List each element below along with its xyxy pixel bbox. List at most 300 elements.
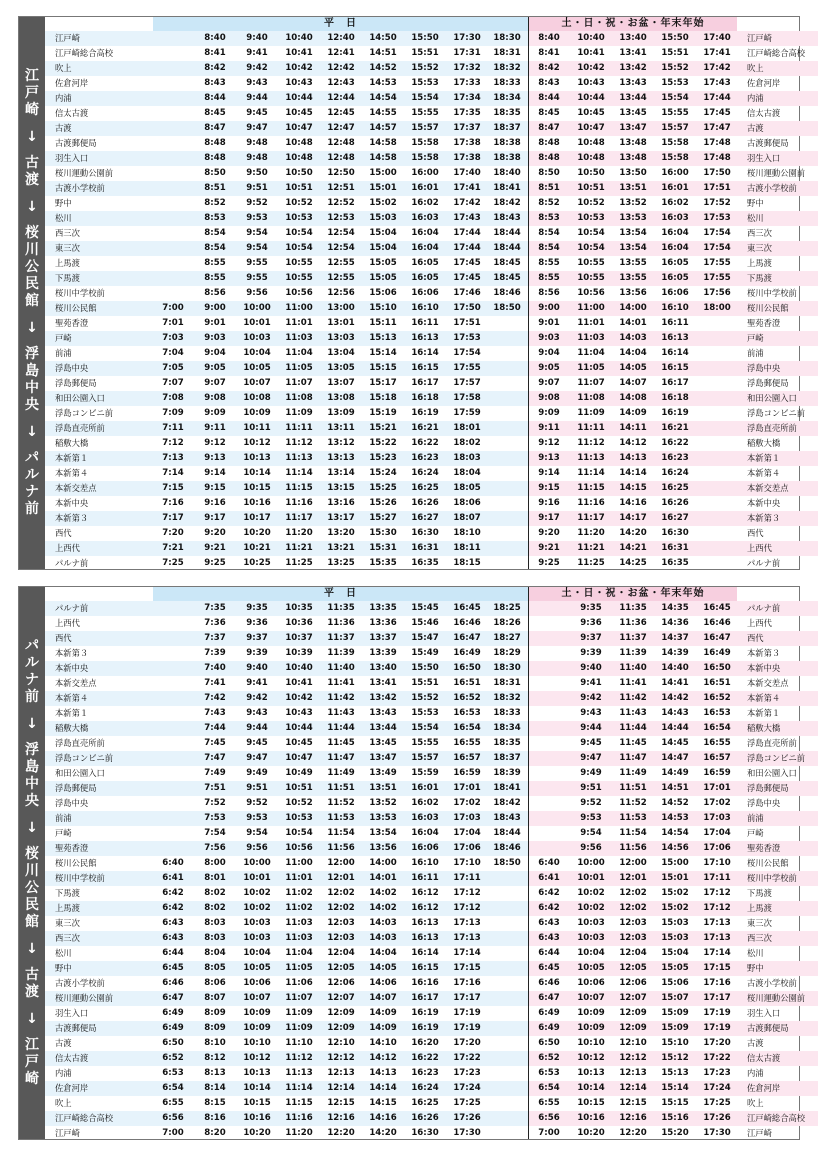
holiday-time: 10:04 — [577, 948, 605, 958]
holiday-time — [529, 796, 569, 811]
weekday-time: 17:51 — [453, 318, 481, 328]
weekday-time: 18:34 — [493, 93, 521, 103]
weekday-time: 18:32 — [493, 63, 521, 73]
weekday-time: 11:21 — [285, 543, 313, 553]
holiday-time: 11:25 — [577, 558, 605, 568]
column-divider — [528, 587, 529, 1139]
table-row — [45, 706, 799, 721]
holiday-time: 9:20 — [538, 528, 560, 538]
weekday-time: 9:48 — [246, 138, 268, 148]
weekday-time: 15:45 — [411, 603, 439, 613]
weekday-time: 16:50 — [453, 663, 481, 673]
holiday-time: 6:53 — [538, 1068, 560, 1078]
stop-name: 西代 — [55, 633, 72, 643]
holiday-time — [529, 631, 569, 646]
weekday-time: 7:21 — [162, 543, 184, 553]
holiday-time: 6:44 — [538, 948, 560, 958]
weekday-time — [153, 121, 193, 136]
holiday-time: 11:15 — [577, 483, 605, 493]
stop-name: 浮島郵便局 — [747, 783, 789, 793]
weekday-time: 8:45 — [204, 108, 226, 118]
weekday-time: 15:10 — [369, 303, 397, 313]
weekday-time: 9:53 — [246, 813, 268, 823]
holiday-time: 11:53 — [619, 813, 647, 823]
weekday-time: 18:05 — [453, 483, 481, 493]
holiday-time: 16:05 — [661, 258, 689, 268]
table-row — [45, 481, 799, 496]
weekday-time: 18:45 — [493, 273, 521, 283]
table-row — [45, 961, 799, 976]
weekday-time: 7:39 — [204, 648, 226, 658]
holiday-time: 8:42 — [538, 63, 560, 73]
weekday-time: 12:02 — [327, 903, 355, 913]
holiday-time: 17:45 — [703, 108, 731, 118]
stop-name: 浮島中央 — [55, 363, 89, 373]
weekday-time: 15:58 — [411, 138, 439, 148]
weekday-time: 9:44 — [246, 93, 268, 103]
holiday-time: 8:41 — [538, 48, 560, 58]
weekday-time: 12:45 — [327, 108, 355, 118]
holiday-time: 16:47 — [703, 633, 731, 643]
weekday-time: 9:09 — [204, 408, 226, 418]
holiday-time — [529, 841, 569, 856]
table-row — [45, 781, 799, 796]
weekday-time: 16:17 — [411, 378, 439, 388]
weekday-time: 18:42 — [493, 798, 521, 808]
weekday-time: 13:16 — [327, 498, 355, 508]
weekday-time: 9:52 — [246, 798, 268, 808]
holiday-time: 9:21 — [538, 543, 560, 553]
weekday-time: 14:04 — [369, 948, 397, 958]
weekday-time: 10:52 — [285, 798, 313, 808]
weekday-time: 10:15 — [243, 483, 271, 493]
holiday-time: 9:09 — [538, 408, 560, 418]
direction-char: 渡 — [25, 984, 39, 1000]
stop-name: 本新第４ — [747, 468, 781, 478]
weekday-time: 9:07 — [204, 378, 226, 388]
table-row — [45, 391, 799, 406]
stop-name: 聖苑香澄 — [747, 843, 781, 853]
weekday-time: 14:51 — [369, 48, 397, 58]
stop-name: 本新交差点 — [747, 678, 789, 688]
weekday-time: 6:42 — [162, 903, 184, 913]
weekday-time: 7:15 — [162, 483, 184, 493]
holiday-time — [697, 496, 737, 511]
holiday-time: 17:47 — [703, 123, 731, 133]
holiday-time: 10:53 — [577, 213, 605, 223]
holiday-time: 16:02 — [661, 198, 689, 208]
weekday-time: 18:02 — [453, 438, 481, 448]
table-row — [45, 166, 806, 181]
weekday-time — [153, 61, 193, 76]
stop-name: 本新中央 — [747, 498, 781, 508]
holiday-time: 9:00 — [538, 303, 560, 313]
holiday-time: 15:16 — [661, 1113, 689, 1123]
holiday-header: 土・日・祝・お盆・年末年始 — [529, 17, 737, 31]
weekday-time: 15:30 — [369, 528, 397, 538]
weekday-time: 17:19 — [453, 1023, 481, 1033]
direction-char: 央 — [25, 397, 39, 413]
weekday-time: 10:51 — [285, 783, 313, 793]
weekday-time: 10:16 — [243, 498, 271, 508]
holiday-time: 17:43 — [703, 78, 731, 88]
stop-name: 桜川運動公園前 — [55, 993, 114, 1003]
weekday-time: 7:35 — [204, 603, 226, 613]
weekday-time: 14:13 — [369, 1068, 397, 1078]
holiday-time: 11:41 — [619, 678, 647, 688]
weekday-time: 12:09 — [327, 1023, 355, 1033]
weekday-time: 16:19 — [411, 1023, 439, 1033]
weekday-time: 15:57 — [411, 753, 439, 763]
weekday-time: 9:40 — [246, 33, 268, 43]
table-row — [45, 1096, 799, 1111]
holiday-time: 16:51 — [703, 678, 731, 688]
table-row — [45, 841, 799, 856]
weekday-time: 9:39 — [246, 648, 268, 658]
weekday-time: 18:42 — [493, 198, 521, 208]
weekday-time — [487, 541, 527, 556]
holiday-time: 15:55 — [661, 108, 689, 118]
stop-name: 下馬渡 — [55, 888, 80, 898]
weekday-time: 18:46 — [493, 288, 521, 298]
weekday-time — [153, 826, 193, 841]
holiday-time — [697, 361, 737, 376]
weekday-time: 8:50 — [204, 168, 226, 178]
holiday-time: 17:13 — [703, 933, 731, 943]
holiday-time: 16:04 — [661, 228, 689, 238]
holiday-time: 16:14 — [661, 348, 689, 358]
weekday-time: 8:13 — [204, 1068, 226, 1078]
holiday-time: 8:54 — [538, 228, 560, 238]
weekday-time: 8:56 — [204, 288, 226, 298]
weekday-time: 12:54 — [327, 243, 355, 253]
weekday-time: 15:50 — [411, 663, 439, 673]
holiday-time: 16:50 — [703, 663, 731, 673]
weekday-time: 15:26 — [369, 498, 397, 508]
holiday-time: 9:25 — [538, 558, 560, 568]
weekday-time: 17:33 — [453, 78, 481, 88]
weekday-time: 9:43 — [246, 78, 268, 88]
holiday-time: 17:41 — [703, 48, 731, 58]
weekday-time: 18:33 — [493, 78, 521, 88]
weekday-time: 8:20 — [204, 1128, 226, 1138]
stop-name: 古渡 — [55, 123, 72, 133]
weekday-time: 11:47 — [327, 753, 355, 763]
weekday-time: 7:00 — [162, 303, 184, 313]
weekday-time: 15:51 — [411, 48, 439, 58]
holiday-time: 17:48 — [703, 153, 731, 163]
holiday-time: 6:41 — [538, 873, 560, 883]
weekday-time: 16:15 — [411, 363, 439, 373]
weekday-time: 16:02 — [411, 798, 439, 808]
weekday-time: 16:00 — [411, 168, 439, 178]
holiday-time: 12:15 — [619, 1098, 647, 1108]
weekday-time: 11:13 — [285, 453, 313, 463]
weekday-time: 12:43 — [327, 78, 355, 88]
holiday-time — [697, 481, 737, 496]
weekday-time: 8:41 — [204, 48, 226, 58]
holiday-time: 17:54 — [703, 228, 731, 238]
weekday-time: 7:17 — [162, 513, 184, 523]
stop-name: 桜川中学校前 — [747, 873, 797, 883]
holiday-time: 16:27 — [661, 513, 689, 523]
weekday-time: 10:55 — [285, 273, 313, 283]
weekday-time: 11:45 — [327, 738, 355, 748]
holiday-time: 12:07 — [619, 993, 647, 1003]
weekday-time — [153, 796, 193, 811]
holiday-time: 14:45 — [661, 738, 689, 748]
stop-name: 本新第１ — [747, 453, 781, 463]
weekday-time: 10:41 — [285, 48, 313, 58]
weekday-time: 18:46 — [493, 843, 521, 853]
stop-name: 桜川中学校前 — [55, 873, 105, 883]
holiday-time: 6:43 — [538, 933, 560, 943]
weekday-time: 9:37 — [246, 633, 268, 643]
holiday-time: 12:09 — [619, 1008, 647, 1018]
holiday-time: 14:44 — [661, 723, 689, 733]
stop-name: 古渡小学校前 — [55, 183, 105, 193]
weekday-time: 7:43 — [204, 708, 226, 718]
weekday-time: 11:20 — [285, 528, 313, 538]
weekday-time: 11:10 — [285, 1038, 313, 1048]
weekday-time: 18:40 — [493, 168, 521, 178]
weekday-time: 11:04 — [285, 948, 313, 958]
direction-char: ル — [25, 467, 39, 483]
stop-name: 上馬渡 — [747, 258, 772, 268]
holiday-time — [697, 421, 737, 436]
holiday-time: 11:54 — [619, 828, 647, 838]
holiday-time: 17:17 — [703, 993, 731, 1003]
weekday-time: 18:15 — [453, 558, 481, 568]
holiday-time: 18:00 — [703, 303, 731, 313]
weekday-time — [153, 196, 193, 211]
holiday-time: 15:58 — [661, 138, 689, 148]
holiday-time: 15:02 — [661, 888, 689, 898]
weekday-time: 16:35 — [411, 558, 439, 568]
holiday-time: 14:39 — [661, 648, 689, 658]
stop-name: 内浦 — [55, 1068, 72, 1078]
weekday-time — [487, 1021, 527, 1036]
holiday-time: 13:47 — [619, 123, 647, 133]
weekday-time: 12:16 — [327, 1113, 355, 1123]
holiday-time: 15:15 — [661, 1098, 689, 1108]
weekday-time: 16:06 — [411, 843, 439, 853]
direction-char: 古 — [25, 155, 39, 171]
weekday-time: 6:41 — [162, 873, 184, 883]
weekday-time: 8:03 — [204, 933, 226, 943]
weekday-time: 13:41 — [369, 678, 397, 688]
holiday-time: 17:19 — [703, 1023, 731, 1033]
weekday-time: 15:25 — [369, 483, 397, 493]
holiday-time: 10:54 — [577, 228, 605, 238]
weekday-time: 15:27 — [369, 513, 397, 523]
holiday-time: 13:40 — [619, 33, 647, 43]
stop-name: 戸崎 — [55, 333, 72, 343]
weekday-time: 10:55 — [285, 258, 313, 268]
table-row — [45, 691, 799, 706]
stop-name: パルナ前 — [747, 603, 781, 613]
weekday-time — [487, 1126, 527, 1141]
weekday-time: 9:40 — [246, 663, 268, 673]
weekday-time: 11:15 — [285, 483, 313, 493]
weekday-time — [153, 241, 193, 256]
holiday-time: 6:50 — [538, 1038, 560, 1048]
weekday-time: 18:03 — [453, 453, 481, 463]
holiday-time: 13:52 — [619, 198, 647, 208]
weekday-time: 7:03 — [162, 333, 184, 343]
weekday-time: 8:43 — [204, 78, 226, 88]
weekday-time: 9:42 — [246, 693, 268, 703]
weekday-time: 17:13 — [453, 933, 481, 943]
holiday-time: 12:01 — [619, 873, 647, 883]
weekday-time: 11:39 — [327, 648, 355, 658]
weekday-time: 10:48 — [285, 153, 313, 163]
holiday-time: 16:03 — [661, 213, 689, 223]
stop-name: 和田公園入口 — [55, 768, 105, 778]
weekday-time: 10:09 — [243, 408, 271, 418]
weekday-time: 9:12 — [204, 438, 226, 448]
holiday-time: 14:35 — [661, 603, 689, 613]
weekday-time: 11:06 — [285, 978, 313, 988]
holiday-time: 16:22 — [661, 438, 689, 448]
stop-name: 和田公園入口 — [747, 393, 797, 403]
weekday-time: 12:12 — [327, 1053, 355, 1063]
weekday-time: 16:21 — [411, 423, 439, 433]
holiday-time: 9:13 — [538, 453, 560, 463]
weekday-time: 13:11 — [327, 423, 355, 433]
direction-char: 川 — [25, 242, 39, 258]
holiday-time: 9:16 — [538, 498, 560, 508]
weekday-time: 15:35 — [369, 558, 397, 568]
weekday-time: 10:42 — [285, 63, 313, 73]
holiday-time: 6:46 — [538, 978, 560, 988]
weekday-time: 10:15 — [243, 1098, 271, 1108]
weekday-time — [487, 331, 527, 346]
holiday-time: 9:39 — [580, 648, 602, 658]
holiday-time: 17:22 — [703, 1053, 731, 1063]
weekday-time: 7:47 — [204, 753, 226, 763]
holiday-time: 8:47 — [538, 123, 560, 133]
holiday-time: 10:07 — [577, 993, 605, 1003]
arrow-down-icon: ↓ — [26, 320, 38, 336]
holiday-time: 14:09 — [619, 408, 647, 418]
direction-char: 前 — [25, 501, 39, 517]
weekday-time: 13:17 — [327, 513, 355, 523]
weekday-time: 11:44 — [327, 723, 355, 733]
weekday-time: 17:25 — [453, 1098, 481, 1108]
weekday-time: 10:53 — [285, 213, 313, 223]
weekday-time: 14:07 — [369, 993, 397, 1003]
stop-name: 浮島直売所前 — [747, 738, 797, 748]
arrow-down-icon: ↓ — [26, 820, 38, 836]
stop-name: 稲敷大橋 — [55, 723, 89, 733]
stop-name: 浮島コンビニ前 — [55, 408, 114, 418]
weekday-time — [487, 1081, 527, 1096]
weekday-time: 9:25 — [204, 558, 226, 568]
weekday-time: 7:01 — [162, 318, 184, 328]
weekday-time — [153, 781, 193, 796]
weekday-time: 13:43 — [369, 708, 397, 718]
weekday-time — [487, 931, 527, 946]
weekday-time: 11:37 — [327, 633, 355, 643]
holiday-time: 11:37 — [619, 633, 647, 643]
stop-name: 本新第４ — [55, 468, 89, 478]
holiday-time: 9:36 — [580, 618, 602, 628]
stop-name: 前浦 — [747, 348, 764, 358]
weekday-time — [153, 811, 193, 826]
weekday-time: 17:41 — [453, 183, 481, 193]
stop-name: 桜川運動公園前 — [747, 993, 806, 1003]
timetable-grid — [45, 587, 806, 1139]
weekday-time: 17:44 — [453, 243, 481, 253]
weekday-time: 10:09 — [243, 1023, 271, 1033]
weekday-time: 17:15 — [453, 963, 481, 973]
weekday-time: 9:52 — [246, 198, 268, 208]
holiday-time: 14:47 — [661, 753, 689, 763]
stop-name: 本新中央 — [55, 498, 89, 508]
holiday-time: 17:15 — [703, 963, 731, 973]
weekday-time: 8:06 — [204, 978, 226, 988]
weekday-time: 14:03 — [369, 918, 397, 928]
holiday-time — [697, 466, 737, 481]
holiday-time: 10:03 — [577, 933, 605, 943]
weekday-time: 12:20 — [327, 1128, 355, 1138]
weekday-time: 15:22 — [369, 438, 397, 448]
weekday-time: 9:48 — [246, 153, 268, 163]
weekday-time — [487, 526, 527, 541]
holiday-time: 10:00 — [577, 858, 605, 868]
weekday-time: 14:16 — [369, 1113, 397, 1123]
holiday-time: 6:55 — [538, 1098, 560, 1108]
table-row — [45, 406, 806, 421]
weekday-time: 9:13 — [204, 453, 226, 463]
weekday-time: 11:12 — [285, 1053, 313, 1063]
weekday-time: 9:51 — [246, 183, 268, 193]
direction-char: 央 — [25, 793, 39, 809]
holiday-time: 14:40 — [661, 663, 689, 673]
arrow-down-icon: ↓ — [26, 129, 38, 145]
weekday-time: 10:50 — [285, 168, 313, 178]
holiday-time: 14:51 — [661, 783, 689, 793]
weekday-time: 11:12 — [285, 438, 313, 448]
holiday-time — [529, 781, 569, 796]
weekday-time: 10:00 — [243, 858, 271, 868]
weekday-time — [487, 346, 527, 361]
weekday-time: 10:11 — [243, 423, 271, 433]
weekday-time — [487, 916, 527, 931]
weekday-time: 9:44 — [246, 723, 268, 733]
weekday-time: 10:13 — [243, 1068, 271, 1078]
weekday-time: 10:20 — [243, 1128, 271, 1138]
stop-name: 聖苑香澄 — [55, 843, 89, 853]
weekday-time: 18:37 — [493, 753, 521, 763]
holiday-time: 10:09 — [577, 1023, 605, 1033]
holiday-time: 10:13 — [577, 1068, 605, 1078]
holiday-time: 14:56 — [661, 843, 689, 853]
stop-name: 西三次 — [55, 228, 80, 238]
weekday-time: 12:15 — [327, 1098, 355, 1108]
holiday-time: 10:12 — [577, 1053, 605, 1063]
weekday-time: 17:38 — [453, 153, 481, 163]
weekday-time: 16:23 — [411, 1068, 439, 1078]
holiday-time: 11:35 — [619, 603, 647, 613]
weekday-time: 15:11 — [369, 318, 397, 328]
weekday-time: 13:21 — [327, 543, 355, 553]
holiday-time — [697, 556, 737, 571]
weekday-time — [153, 736, 193, 751]
weekday-time: 7:42 — [204, 693, 226, 703]
weekday-time: 16:05 — [411, 273, 439, 283]
